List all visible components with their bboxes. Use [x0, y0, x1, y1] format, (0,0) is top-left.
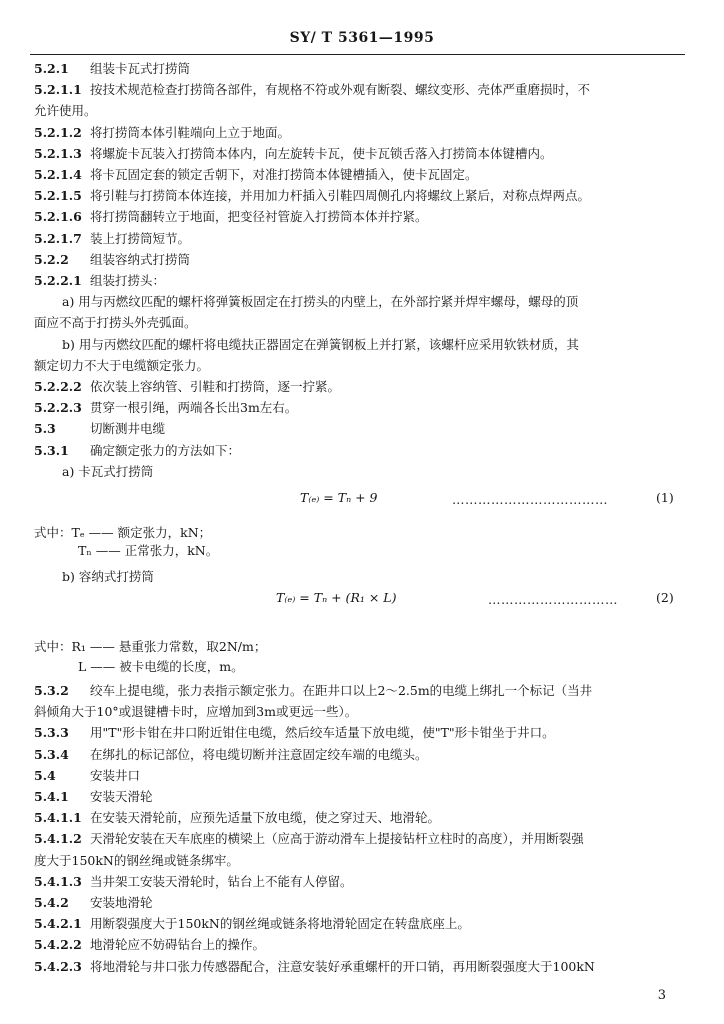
standard-code-header: SY/ T 5361—1995	[289, 30, 435, 46]
text-line	[34, 357, 209, 375]
section-number: 5.2.1.6	[34, 209, 82, 225]
section-text: 按技术规范检查打捞筒各部件，有规格不符或外观有断裂、螺纹变形、壳体严重磨损时，不	[90, 82, 591, 98]
section-text: 当井架工安装天滑轮时，钻台上不能有人停留。	[90, 873, 353, 889]
text-line	[34, 746, 428, 764]
text-line	[34, 682, 592, 700]
text-line	[34, 208, 428, 226]
text-line	[34, 830, 584, 848]
section-text: 装上打捞筒短节。	[90, 230, 191, 246]
where-1-line-2: Tₙ —— 正常张力，kN。	[78, 543, 219, 558]
section-text: 安装天滑轮	[90, 789, 153, 804]
section-number: 5.2.1.4	[34, 167, 82, 182]
section-text: 切断测井电缆	[90, 421, 166, 437]
section-number: 5.4.2.2	[34, 937, 82, 953]
formula-2-leader: …………………………	[488, 592, 618, 607]
section-number: 5.3.4	[34, 746, 69, 762]
text-line	[34, 166, 478, 184]
section-text: 面应不高于打捞头外壳弧面。	[34, 315, 197, 331]
text-line	[34, 187, 590, 205]
section-text: 斜倾角大于10°或退键槽卡时，应增加到3m或更远一些）。	[34, 704, 358, 720]
section-number: 5.3.1	[34, 442, 69, 458]
section-text: 将螺旋卡瓦装入打捞筒本体内，向左旋转卡瓦，使卡瓦锁舌落入打捞筒本体键槽内。	[90, 145, 553, 161]
section-number: 5.4.2	[34, 895, 69, 910]
text-line	[34, 399, 297, 417]
formula-1-tag: (1)	[656, 490, 674, 505]
text-line	[34, 724, 555, 742]
section-text: 用"T"形卡钳在井口附近钳住电缆，然后绞车适量下放电缆，使"T"形卡钳坐于井口。	[90, 725, 555, 741]
section-number: 5.2.1.1	[34, 82, 82, 98]
text-line	[34, 102, 97, 120]
section-text: 地滑轮应不妨碍钻台上的操作。	[90, 937, 266, 953]
text-line	[34, 873, 353, 891]
formula-1-leader: ………………………………	[452, 492, 608, 507]
section-text: 在绑扎的标记部位，将电缆切断并注意固定绞车端的电缆头。	[90, 746, 428, 762]
section-number: 5.2.2.2	[34, 379, 82, 394]
header-rule	[30, 54, 685, 55]
section-text: 度大于150kN的钢丝绳或链条绑牢。	[34, 852, 239, 868]
section-text: 绞车上提电缆，张力表指示额定张力。在距井口以上2～2.5m的电缆上绑扎一个标记（当井	[90, 683, 593, 698]
text-line	[34, 378, 340, 396]
section-number: 5.2.1.2	[34, 124, 82, 140]
formula-2: T₍ₑ₎ = Tₙ + (R₁ × L)	[276, 590, 397, 605]
section-text: 将打捞筒本体引鞋端向上立于地面。	[90, 124, 291, 140]
section-text: 安装地滑轮	[90, 895, 153, 910]
section-number: 5.2.1	[34, 61, 69, 76]
text-line	[34, 958, 595, 976]
section-text: 贯穿一根引绳，两端各长出3m左右。	[90, 400, 298, 416]
section-text: 将引鞋与打捞筒本体连接，并用加力杆插入引鞋四周侧孔内将螺纹上紧后，对称点焊两点。	[90, 188, 591, 204]
text-line	[34, 420, 165, 438]
section-number: 5.4	[34, 767, 56, 783]
section-text: 组装打捞头：	[90, 273, 166, 288]
section-number: 5.4.1.2	[34, 831, 82, 847]
section-text: 将打捞筒翻转立于地面，把变径衬管旋入打捞筒本体并拧紧。	[90, 209, 428, 225]
section-text: 在安装天滑轮前，应预先适量下放电缆，使之穿过天、地滑轮。	[90, 810, 441, 826]
section-number: 5.2.2.3	[34, 400, 82, 416]
section-number: 5.4.1.1	[34, 810, 82, 826]
text-line	[34, 230, 190, 248]
section-text: 将卡瓦固定套的锁定舌朝下，对准打捞筒本体键槽插入，使卡瓦固定。	[90, 167, 478, 182]
text-line	[34, 767, 140, 785]
formula-1: T₍ₑ₎ = Tₙ + 9	[300, 490, 378, 505]
section-text: b) 用与丙燃纹匹配的螺杆将电缆扶正器固定在弹簧钢板上并打紧，该螺杆应采用软铁材质，其	[62, 336, 579, 352]
section-text: 组装卡瓦式打捞筒	[90, 61, 191, 76]
text-line	[34, 60, 190, 78]
section-text: a) 用与丙燃纹匹配的螺杆将弹簧板固定在打捞头的内壁上，在外部拧紧并焊牢螺母，螺母的顶	[62, 294, 579, 310]
where-2-line-2: L —— 被卡电缆的长度，m。	[78, 659, 244, 674]
section-number: 5.2.1.5	[34, 188, 82, 204]
text-line	[34, 272, 165, 290]
where-2-line-1: 式中：R₁ —— 悬重张力常数，取2N/m；	[34, 639, 267, 654]
section-text: 安装井口	[90, 767, 141, 783]
section-text: 将地滑轮与井口张力传感器配合，注意安装好承重螺杆的开口销，再用断裂强度大于100kN	[90, 958, 595, 974]
section-text: 允许使用。	[34, 103, 97, 119]
section-number: 5.2.2.1	[34, 273, 82, 288]
text-line	[34, 894, 153, 912]
text-line	[34, 703, 357, 721]
section-text: 额定切力不大于电缆额定张力。	[34, 357, 210, 373]
text-line	[34, 314, 197, 332]
section-text: 天滑轮安装在天车底座的横梁上（应高于游动滑车上提接钻杆立柱时的高度），并用断裂强	[90, 831, 584, 847]
page-number: 3	[657, 988, 666, 1003]
section-number: 5.4.2.1	[34, 916, 82, 932]
section-number: 5.3	[34, 421, 56, 437]
section-number: 5.3.2	[34, 683, 69, 698]
section-number: 5.3.3	[34, 725, 69, 741]
text-line	[34, 788, 153, 806]
section-number: 5.2.1.3	[34, 145, 82, 161]
text-line	[62, 336, 579, 354]
formula-2-tag: (2)	[656, 590, 674, 605]
section-number: 5.4.1	[34, 789, 69, 804]
text-line	[34, 809, 440, 827]
text-line	[62, 463, 153, 481]
text-line	[34, 915, 470, 933]
section-text: 组装容纳式打捞筒	[90, 251, 191, 267]
section-text: 用断裂强度大于150kN的钢丝绳或链条将地滑轮固定在转盘底座上。	[90, 916, 470, 932]
where-1-line-1: 式中：Tₑ —— 额定张力，kN；	[34, 525, 212, 540]
section-number: 5.2.1.7	[34, 230, 82, 246]
section-number: 5.4.1.3	[34, 873, 82, 889]
text-line	[34, 852, 239, 870]
text-line	[34, 442, 240, 460]
text-line	[34, 251, 190, 269]
section-text: a) 卡瓦式打捞筒	[62, 463, 154, 479]
section-number: 5.4.2.3	[34, 958, 82, 974]
text-line	[34, 81, 590, 99]
section-number: 5.2.2	[34, 251, 69, 267]
text-line	[62, 293, 578, 311]
section-text: 依次装上容纳管、引鞋和打捞筒，逐一拧紧。	[90, 379, 341, 394]
text-line	[34, 936, 265, 954]
sub-b-label: b) 容纳式打捞筒	[62, 569, 154, 584]
text-line	[34, 124, 290, 142]
section-text: 确定额定张力的方法如下：	[90, 442, 241, 458]
text-line	[34, 145, 553, 163]
